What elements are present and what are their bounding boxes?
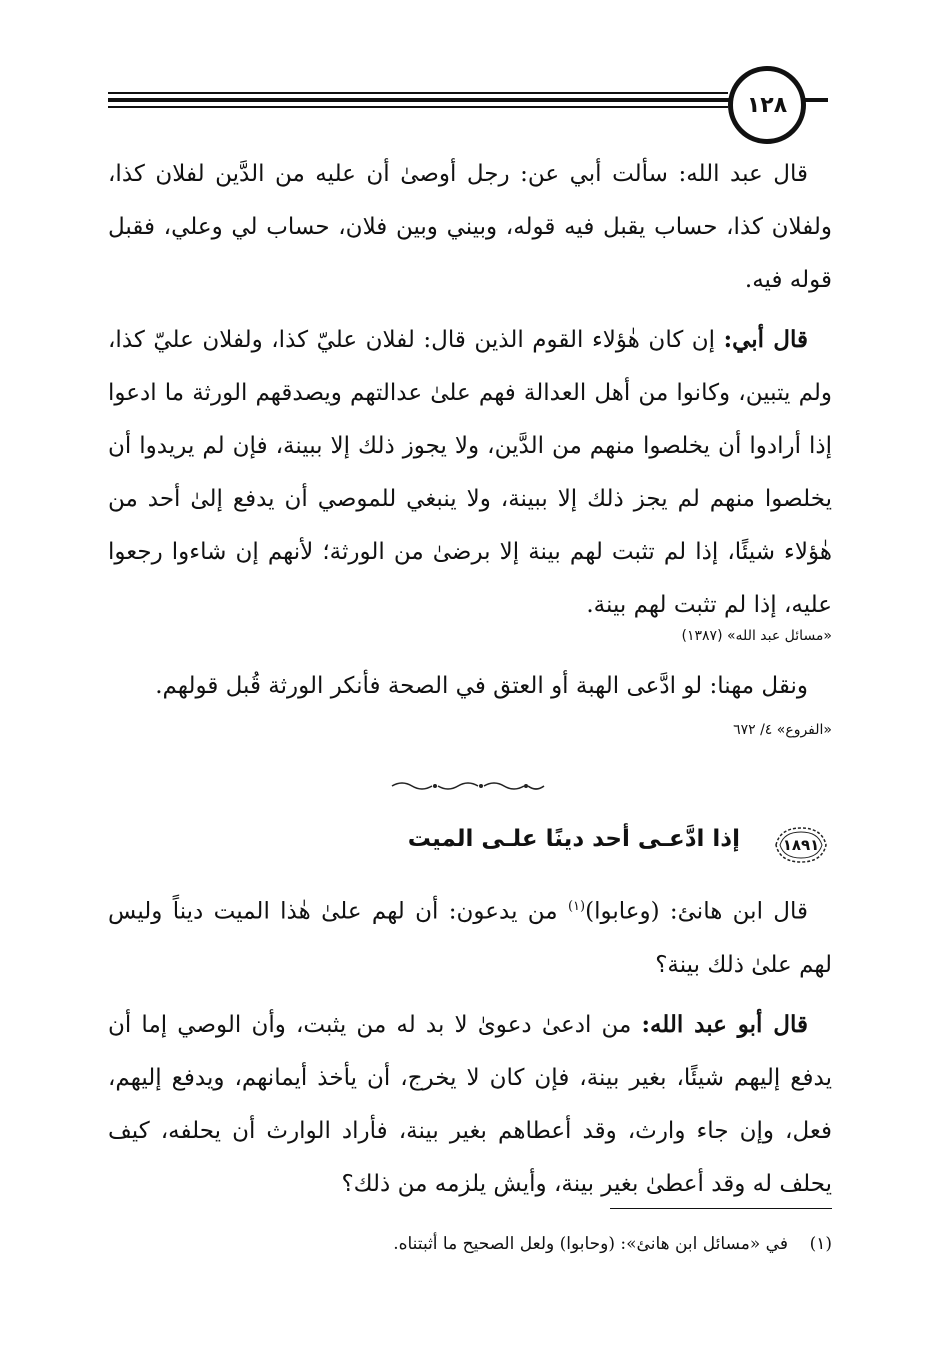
section2-text xyxy=(108,880,832,1211)
section-number: ١٨٩١ xyxy=(782,836,820,854)
section1-text xyxy=(108,148,832,632)
reference-masail: «مسائل عبد الله» (١٣٨٧) xyxy=(681,628,832,644)
paragraph-question: قال عبد الله: سألت أبي عن: رجل أوصىٰ أن عليه من الدَّين لفلان كذا، ولفلان كذا، حساب يقبل فيه قوله، وبيني وبين فلان، حساب لي وعلي، فقبل قوله فيه. xyxy=(108,161,832,293)
paragraph-abu-abdullah xyxy=(108,998,832,1211)
answer-text: إن كان هٰؤلاء القوم الذين قال: لفلان عليّ كذا، ولفلان عليّ كذا، ولم يتبين، وكانوا من أهل العدالة فهم علىٰ عدالتهم ويصدقهم الورثة ما ادعوا إذا أرادوا أن يخلصوا منهم من الدَّين، ولا يجوز ذلك إلا ببينة، فإن لم يريدوا أن يخلصوا منهم لم يجز ذلك إلا ببينة، ولا ينبغي للموصي أن يدفع إلىٰ أحد من هٰؤلاء شيئًا، إذا لم تثبت لهم بينة إلا برضىٰ من الورثة؛ لأنهم إن شاءوا رجعوا عليه، إذا لم تثبت لهم بينة. xyxy=(108,327,832,618)
footnote-rule xyxy=(610,1208,832,1209)
speaker-label-2: قال أبو عبد الله: xyxy=(641,1010,808,1038)
header-rule xyxy=(108,92,828,114)
section1-text-2 xyxy=(108,660,832,713)
abu-abdullah-text: من ادعىٰ دعوىٰ لا بد له من يثبت، وأن الوصي إما أن يدفع إليهم شيئًا، بغير بينة، فإن كان لا يخرج، أن يأخذ أيمانهم، ويدفع إليهم، فعل، وإن جاء وارث، وقد أعطاهم بغير بينة، فأراد الوارث أن يحلفه، كيف يحلف له وقد أعطىٰ بغير بينة، وأيش يلزمه من ذلك؟ xyxy=(108,1011,832,1197)
footnote-text: في «مسائل ابن هانئ»: (وحابوا) ولعل الصحيح ما أثبتناه. xyxy=(393,1234,788,1254)
paragraph-answer xyxy=(108,313,832,632)
ibn-hani-text-b: من يدعون: أن لهم علىٰ هٰذا الميت ديناً وليس لهم علىٰ ذلك بينة؟ xyxy=(108,898,832,978)
page-number: ١٢٨ xyxy=(728,66,806,144)
reference-furu: «الفروع» ٤/ ٦٧٢ xyxy=(733,722,832,738)
speaker-label: قال أبي: xyxy=(723,326,808,353)
footnote-marker[interactable]: (١) xyxy=(567,899,586,914)
paragraph-ibn-hani xyxy=(108,880,832,992)
footnote xyxy=(108,1230,832,1258)
ornament-divider xyxy=(388,779,548,793)
ibn-hani-text-a: قال ابن هانئ: (وعابوا) xyxy=(585,898,808,925)
section-number-badge xyxy=(770,824,832,866)
footnote-number: (١) xyxy=(809,1234,832,1254)
section-title: إذا ادَّعـى أحد دينًا علـى الميت xyxy=(407,826,740,852)
paragraph-muhanna: ونقل مهنا: لو ادَّعى الهبة أو العتق في الصحة فأنكر الورثة قُبل قولهم. xyxy=(155,673,808,699)
section-heading xyxy=(108,820,832,870)
